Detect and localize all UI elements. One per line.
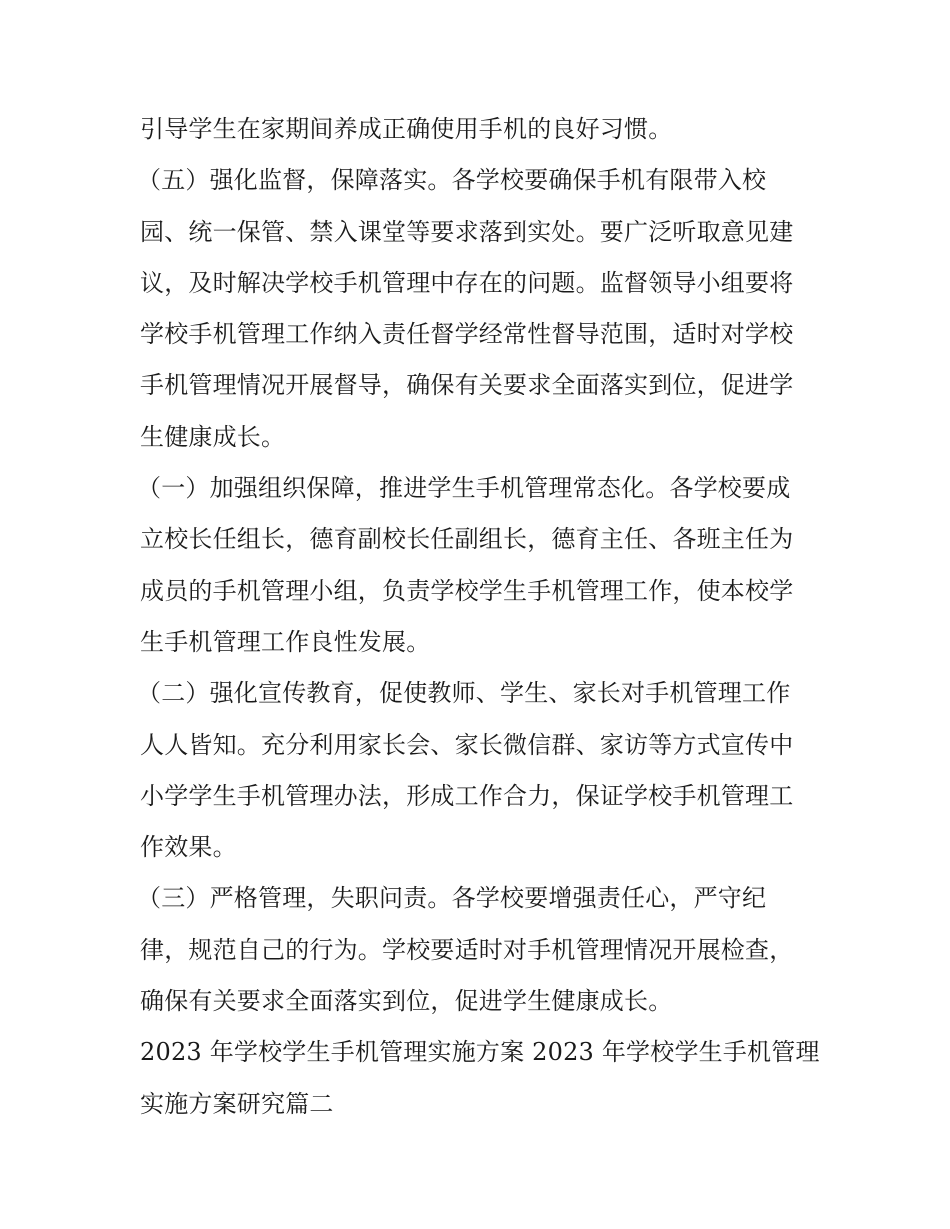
text-line: 学校手机管理工作纳入责任督学经常性督导范围，适时对学校 xyxy=(140,320,794,349)
text-line: 人人皆知。充分利用家长会、家长微信群、家访等方式宣传中 xyxy=(140,730,794,759)
section-two-heading-line: （二）强化宣传教育，促使教师、学生、家长对手机管理工作 xyxy=(137,679,791,708)
text-line: 手机管理情况开展督导，确保有关要求全面落实到位，促进学 xyxy=(140,371,794,400)
text-line: 作效果。 xyxy=(140,833,237,862)
text-line: 议，及时解决学校手机管理中存在的问题。监督领导小组要将 xyxy=(140,268,794,297)
text-line: 生手机管理工作良性发展。 xyxy=(140,627,431,656)
text-line: 律，规范自己的行为。学校要适时对手机管理情况开展检查， xyxy=(140,935,794,964)
text-line: 园、统一保管、禁入课堂等要求落到实处。要广泛听取意见建 xyxy=(140,217,794,246)
document-title-line: 实施方案研究篇二 xyxy=(140,1089,334,1118)
text-line: 小学学生手机管理办法，形成工作合力，保证学校手机管理工 xyxy=(140,781,794,810)
document-title-line: 2023 年学校学生手机管理实施方案 2023 年学校学生手机管理 xyxy=(140,1038,820,1067)
text-line: 生健康成长。 xyxy=(140,422,286,451)
section-one-heading-line: （一）加强组织保障，推进学生手机管理常态化。各学校要成 xyxy=(137,474,791,503)
text-line: 确保有关要求全面落实到位，促进学生健康成长。 xyxy=(140,987,673,1016)
section-three-heading-line: （三）严格管理，失职问责。各学校要增强责任心，严守纪 xyxy=(137,884,767,913)
section-five-heading-line: （五）强化监督，保障落实。各学校要确保手机有限带入校 xyxy=(137,166,767,195)
text-line: 立校长任组长，德育副校长任副组长，德育主任、各班主任为 xyxy=(140,525,794,554)
document-body xyxy=(137,104,830,1130)
text-line: 引导学生在家期间养成正确使用手机的良好习惯。 xyxy=(140,115,673,143)
text-line: 成员的手机管理小组，负责学校学生手机管理工作，使本校学 xyxy=(140,576,794,605)
